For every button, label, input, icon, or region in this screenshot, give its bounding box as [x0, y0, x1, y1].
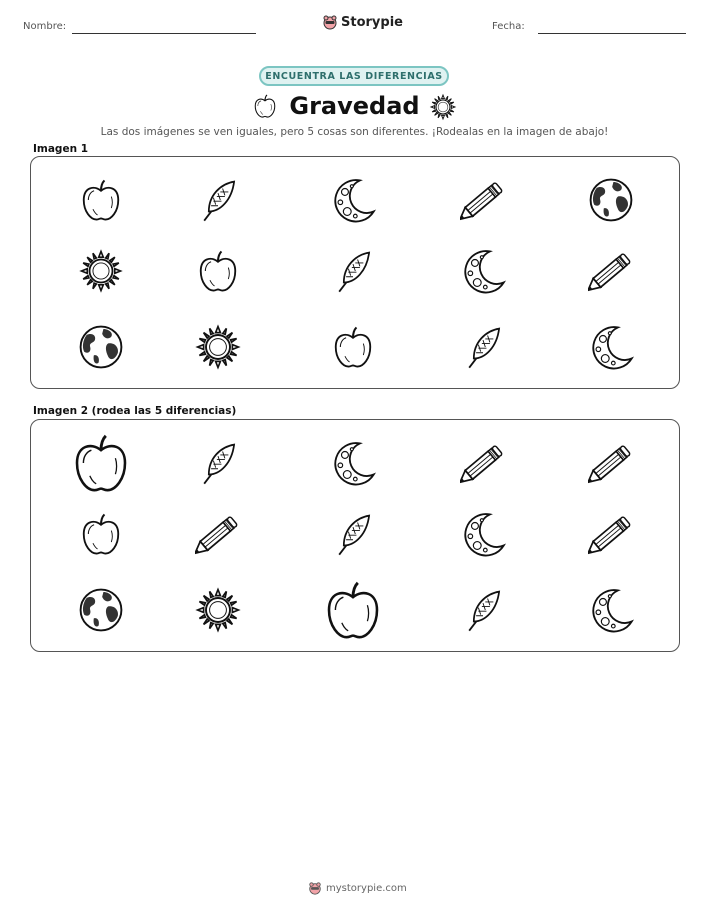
sun-icon	[78, 248, 124, 294]
sun-icon[interactable]	[194, 586, 242, 634]
pencil-icon	[460, 177, 506, 223]
brand-logo	[322, 14, 403, 30]
sun-icon	[194, 323, 242, 371]
feather-icon[interactable]	[330, 511, 376, 557]
feather-icon[interactable]	[195, 440, 241, 486]
sun-icon	[429, 93, 457, 121]
apple-icon	[330, 324, 376, 370]
moon-icon[interactable]	[460, 511, 506, 557]
date-label: Fecha:	[492, 21, 525, 32]
pencil-icon[interactable]	[588, 440, 634, 486]
earth-icon	[587, 176, 635, 224]
page-title: Gravedad	[289, 92, 420, 120]
moon-icon[interactable]	[588, 587, 634, 633]
moon-icon	[460, 248, 506, 294]
apple-icon[interactable]	[69, 431, 133, 495]
earth-icon	[77, 323, 125, 371]
pencil-icon[interactable]	[195, 511, 241, 557]
apple-icon[interactable]	[321, 578, 385, 642]
storypie-mascot-icon	[308, 881, 322, 895]
pencil-icon[interactable]	[460, 440, 506, 486]
name-label: Nombre:	[23, 21, 67, 32]
name-line[interactable]	[72, 33, 256, 34]
pencil-icon	[588, 248, 634, 294]
image2-label: Imagen 2 (rodea las 5 diferencias)	[33, 405, 237, 417]
storypie-mascot-icon	[322, 14, 338, 30]
date-line[interactable]	[538, 33, 686, 34]
image2-panel[interactable]	[30, 419, 680, 652]
moon-icon	[588, 324, 634, 370]
image1-label: Imagen 1	[33, 143, 89, 155]
feather-icon[interactable]	[460, 587, 506, 633]
apple-icon	[195, 248, 241, 294]
instructions: Las dos imágenes se ven iguales, pero 5 cosas son diferentes. ¡Rodealas en la imagen de abajo!	[100, 126, 609, 138]
activity-badge: ENCUENTRA LAS DIFERENCIAS	[259, 66, 449, 86]
moon-icon	[330, 177, 376, 223]
moon-icon[interactable]	[330, 440, 376, 486]
footer-url[interactable]: mystorypie.com	[326, 882, 407, 894]
pencil-icon[interactable]	[588, 511, 634, 557]
earth-icon[interactable]	[77, 586, 125, 634]
feather-icon	[460, 324, 506, 370]
brand-name: Storypie	[341, 14, 403, 30]
image1-panel	[30, 156, 680, 389]
feather-icon	[195, 177, 241, 223]
apple-icon[interactable]	[78, 511, 124, 557]
apple-icon	[78, 177, 124, 223]
footer	[308, 881, 407, 895]
feather-icon	[330, 248, 376, 294]
